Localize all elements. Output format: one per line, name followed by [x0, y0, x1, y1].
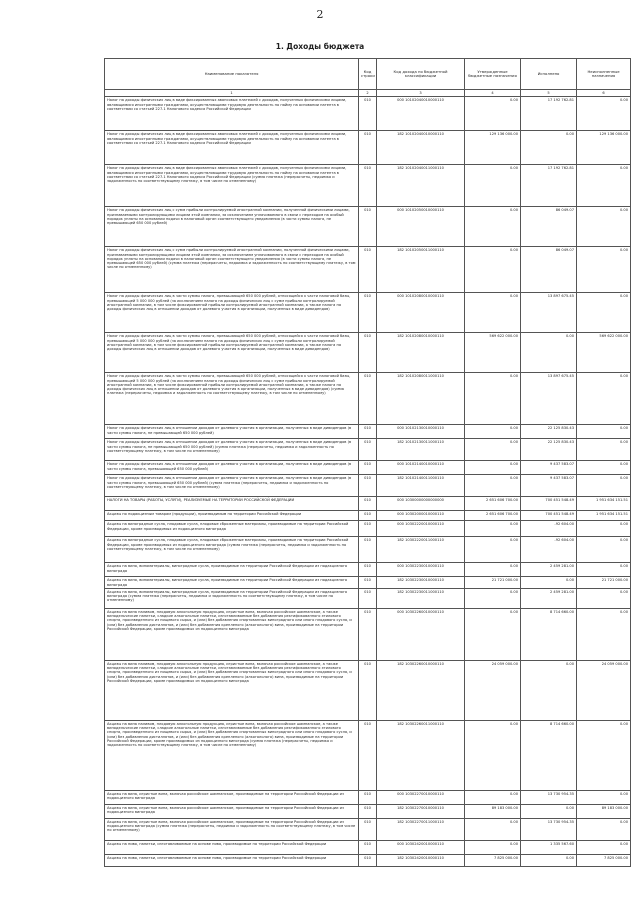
- table-cell-approved: 0.00: [465, 818, 521, 840]
- table-cell-approved: 7 825 000.00: [465, 854, 521, 866]
- table-cell-approved: 21 721 000.00: [465, 577, 521, 589]
- table-cell-name: Акцизы на пиво, напитки, изготавливаемые на основе пива, производимые на территории Российской Федерации: [105, 854, 359, 866]
- column-number: 6: [577, 90, 631, 97]
- table-cell-unexecuted: 0.00: [577, 293, 631, 333]
- table-cell-income-code: 000 10302260010000110: [377, 608, 465, 660]
- table-cell-approved: 0.00: [465, 165, 521, 207]
- table-cell-unexecuted: 0.00: [577, 439, 631, 461]
- table-row: [105, 497, 631, 511]
- table-cell-approved: 24 059 000.00: [465, 660, 521, 720]
- table-cell-executed: 2 459 281.00: [521, 563, 577, 577]
- table-cell-income-code: 000 10102080010000110: [377, 293, 465, 333]
- column-number: 3: [377, 90, 465, 97]
- table-cell-unexecuted: 0.00: [577, 521, 631, 537]
- table-cell-approved: 129 136 000.00: [465, 131, 521, 165]
- table-row: [105, 790, 631, 804]
- table-cell-income-code: 182 10102050011000110: [377, 247, 465, 293]
- table-cell-executed: 13 897 675.45: [521, 293, 577, 333]
- table-cell-income-code: 182 10102040011000110: [377, 165, 465, 207]
- table-cell-executed: 86 049.07: [521, 207, 577, 247]
- table-cell-approved: 0.00: [465, 293, 521, 333]
- table-cell-approved: 0.00: [465, 439, 521, 461]
- table-cell-income-code: 000 10102040010000110: [377, 97, 465, 131]
- table-cell-executed: 1 335 567.60: [521, 840, 577, 854]
- table-cell-line-code: 010: [359, 563, 377, 577]
- section-title: 1. Доходы бюджета: [275, 42, 365, 51]
- table-cell-approved: 0.00: [465, 608, 521, 660]
- column-number: 1: [105, 90, 359, 97]
- table-cell-income-code: 000 10302220010000110: [377, 521, 465, 537]
- table-cell-unexecuted: 0.00: [577, 818, 631, 840]
- table-cell-unexecuted: 1 951 634 151.51: [577, 497, 631, 511]
- table-cell-approved: 2 651 606 700.00: [465, 511, 521, 521]
- table-cell-line-code: 010: [359, 293, 377, 333]
- table-cell-unexecuted: 0.00: [577, 588, 631, 608]
- table-cell-line-code: 010: [359, 497, 377, 511]
- header-income-code: Код дохода по бюджетной классификации: [377, 59, 465, 90]
- table-header-row: [105, 59, 631, 90]
- table-cell-unexecuted: 7 825 000.00: [577, 854, 631, 866]
- table-cell-income-code: 182 10302230011000110: [377, 588, 465, 608]
- table-row: [105, 461, 631, 475]
- table-cell-unexecuted: 0.00: [577, 720, 631, 790]
- table-cell-name: Налог на доходы физических лиц в виде фиксированных авансовых платежей с доходов, полученных физическими лицами, являющимися иностранными гражданами, осуществляющими трудовую деятельность по найму на основании патента в соответствии со статьей 227.1 Налогового кодекса Российской Федерации (сумма платежа (перерасчеты, недоимка и задолженность по соответствующему платежу, в том числе по отмененному): [105, 165, 359, 207]
- table-row: [105, 131, 631, 165]
- table-cell-executed: 86 049.07: [521, 247, 577, 293]
- table-row: [105, 608, 631, 660]
- table-cell-name: Налог на доходы физических лиц в виде фиксированных авансовых платежей с доходов, полученных физическими лицами, являющимися иностранными гражданами, осуществляющими трудовую деятельность по найму на основании патента в соответствии со статьей 227.1 Налогового кодекса Российской Федерации: [105, 131, 359, 165]
- table-cell-name: Налог на доходы физических лиц в части суммы налога, превышающей 650 000 рублей, относящейся к части налоговой базы, превышающей 5 000 000 рублей (за исключением налога на доходы физических лиц с сумм прибыли контролируемой иностранной компании, в том числе фиксированной прибыли контролируемой иностранной компании, а также налога на доходы физических лиц в отношении доходов от долевого участия в организации, полученных в виде дивидендов): [105, 293, 359, 333]
- table-cell-name: Налог на доходы физических лиц в части суммы налога, превышающей 650 000 рублей, относящейся к части налоговой базы, превышающей 5 000 000 рублей (за исключением налога на доходы физических лиц с сумм прибыли контролируемой иностранной компании, в том числе фиксированной прибыли контролируемой иностранной компании, а также налога на доходы физических лиц в отношении доходов от долевого участия в организации, полученных в виде дивидендов): [105, 333, 359, 373]
- table-cell-unexecuted: 0.00: [577, 425, 631, 439]
- table-cell-name: Налог на доходы физических лиц с сумм прибыли контролируемой иностранной компании, полученной физическими лицами, признаваемыми контролирующими лицами этой компании, за исключением уплачиваемого в связи с переходом на особый порядок уплаты на основании подачи в налоговый орган соответствующего уведомления (в части суммы налога, не превышающей 650 000 рублей): [105, 207, 359, 247]
- table-row: [105, 475, 631, 497]
- table-cell-income-code: 182 10302270011000110: [377, 818, 465, 840]
- table-cell-name: Акцизы на вина, игристые вина, включая российское шампанское, производимые на территории Российской Федерации из подакцизного винограда: [105, 804, 359, 818]
- table-cell-executed: 22 125 830.43: [521, 425, 577, 439]
- table-cell-approved: 569 622 000.00: [465, 333, 521, 373]
- table-cell-line-code: 010: [359, 333, 377, 373]
- table-row: [105, 537, 631, 563]
- table-cell-income-code: 182 10302270010000110: [377, 804, 465, 818]
- table-cell-approved: 0.00: [465, 720, 521, 790]
- table-cell-executed: -92 604.00: [521, 521, 577, 537]
- table-cell-unexecuted: 0.00: [577, 790, 631, 804]
- table-cell-unexecuted: 21 721 000.00: [577, 577, 631, 589]
- table-cell-unexecuted: 0.00: [577, 840, 631, 854]
- header-name: Наименование показателя: [105, 59, 359, 90]
- table-cell-line-code: 010: [359, 588, 377, 608]
- table-cell-unexecuted: 0.00: [577, 165, 631, 207]
- table-cell-line-code: 010: [359, 165, 377, 207]
- table-cell-approved: 0.00: [465, 475, 521, 497]
- table-cell-line-code: 010: [359, 804, 377, 818]
- table-cell-executed: 13 730 954.35: [521, 818, 577, 840]
- table-row: [105, 439, 631, 461]
- table-cell-approved: 89 183 000.00: [465, 804, 521, 818]
- table-row: [105, 840, 631, 854]
- table-cell-line-code: 010: [359, 854, 377, 866]
- table-cell-unexecuted: 0.00: [577, 608, 631, 660]
- table-cell-line-code: 010: [359, 840, 377, 854]
- table-cell-executed: 0.00: [521, 854, 577, 866]
- table-cell-executed: 0.00: [521, 131, 577, 165]
- table-cell-unexecuted: 0.00: [577, 207, 631, 247]
- table-cell-executed: -92 604.00: [521, 537, 577, 563]
- table-cell-income-code: 000 10302270010000110: [377, 790, 465, 804]
- table-cell-income-code: 182 10302260010000110: [377, 660, 465, 720]
- table-cell-executed: 8 714 660.00: [521, 720, 577, 790]
- table-cell-approved: 2 651 606 700.00: [465, 497, 521, 511]
- table-row: [105, 588, 631, 608]
- table-cell-income-code: 000 10102050010000110: [377, 207, 465, 247]
- table-cell-unexecuted: 0.00: [577, 97, 631, 131]
- table-cell-name: Акцизы на виноградные сусла, плодовые сусла, плодовые сброженные материалы, производимые на территории Российской Федерации, кроме производимых из подакцизного винограда (сумма платежа (перерасчеты, недоимка и задолженность по соответствующему платежу, в том числе по отмененному): [105, 537, 359, 563]
- table-cell-approved: 0.00: [465, 461, 521, 475]
- table-cell-unexecuted: 569 622 000.00: [577, 333, 631, 373]
- table-cell-executed: 22 125 830.43: [521, 439, 577, 461]
- table-cell-name: Налог на доходы физических лиц в отношении доходов от долевого участия в организации, полученных в виде дивидендов (в части суммы налога, превышающей 650 000 рублей) (сумма платежа (перерасчеты, недоимка и задолженность по соответствующему платежу, в том числе по отмененному): [105, 475, 359, 497]
- table-cell-unexecuted: 0.00: [577, 373, 631, 425]
- table-row: [105, 854, 631, 866]
- table-cell-line-code: 010: [359, 461, 377, 475]
- table-cell-approved: 0.00: [465, 425, 521, 439]
- table-row: [105, 804, 631, 818]
- table-cell-line-code: 010: [359, 521, 377, 537]
- table-cell-unexecuted: 0.00: [577, 537, 631, 563]
- table-row: [105, 373, 631, 425]
- table-cell-name: Налог на доходы физических лиц с сумм прибыли контролируемой иностранной компании, полученной физическими лицами, признаваемыми контролирующими лицами этой компании, за исключением уплачиваемого в связи с переходом на особый порядок уплаты на основании подачи в налоговый орган соответствующего уведомления (в части суммы налога, не превышающей 650 000 рублей) (сумма платежа (перерасчеты, недоимка и задолженность по соответствующему платежу, в том числе по отмененному): [105, 247, 359, 293]
- header-executed: Исполнено: [521, 59, 577, 90]
- table-cell-approved: 0.00: [465, 247, 521, 293]
- table-cell-name: Налог на доходы физических лиц в отношении доходов от долевого участия в организации, полученных в виде дивидендов (в части суммы налога, не превышающей 650 000 рублей) (сумма платежа (перерасчеты, недоимка и задолженность по соответствующему платежу, в том числе по отмененному): [105, 439, 359, 461]
- table-cell-executed: 13 730 954.35: [521, 790, 577, 804]
- table-cell-line-code: 010: [359, 577, 377, 589]
- table-cell-line-code: 010: [359, 790, 377, 804]
- column-number: 4: [465, 90, 521, 97]
- table-cell-line-code: 010: [359, 818, 377, 840]
- table-cell-name: Акцизы на вина, игристые вина, включая российское шампанское, производимые на территории Российской Федерации из подакцизного винограда: [105, 790, 359, 804]
- table-cell-name: Акцизы на вина наливом, плодовую алкогольную продукцию, игристые вина, включая российское шампанское, а также винодельческие напитки, сладкие алкогольные напитки, изготавливаемые без добавления ректификованного этилового спирта, произведенного из пищевого сырья, и (или) без добавления спиртованных виноградного или иного плодового сусла, и (или) без добавления дистиллятов, и (или) без добавления крепленого (алкогольного) вина, производимые на территории Российской Федерации, кроме производимых из подакцизного винограда: [105, 608, 359, 660]
- table-row: [105, 818, 631, 840]
- table-cell-executed: 0.00: [521, 333, 577, 373]
- table-row: [105, 333, 631, 373]
- table-row: [105, 425, 631, 439]
- header-line-code: Код строки: [359, 59, 377, 90]
- table-cell-approved: 0.00: [465, 373, 521, 425]
- table-cell-executed: 2 459 281.00: [521, 588, 577, 608]
- table-cell-executed: 700 451 548.49: [521, 497, 577, 511]
- table-cell-income-code: 182 10302230010000110: [377, 577, 465, 589]
- table-cell-name: Акцизы на вина наливом, плодовую алкогольную продукцию, игристые вина, включая российское шампанское, а также винодельческие напитки, сладкие алкогольные напитки, изготавливаемые без добавления ректификованного этилового спирта, произведенного из пищевого сырья, и (или) без добавления спиртованных виноградного или иного плодового сусла, и (или) без добавления дистиллятов, и (или) без добавления крепленого (алкогольного) вина, производимые на территории Российской Федерации, кроме производимых из подакцизного винограда (сумма платежа (перерасчеты, недоимка и задолженность по соответствующему платежу, в том числе по отмененному): [105, 720, 359, 790]
- table-cell-income-code: 000 10302420010000110: [377, 840, 465, 854]
- table-cell-name: Налог на доходы физических лиц в части суммы налога, превышающей 650 000 рублей, относящейся к части налоговой базы, превышающей 5 000 000 рублей (за исключением налога на доходы физических лиц с сумм прибыли контролируемой иностранной компании, в том числе фиксированной прибыли контролируемой иностранной компании, а также налога на доходы физических лиц в отношении доходов от долевого участия в организации, полученных в виде дивидендов) (сумма платежа (перерасчеты, недоимка и задолженность по соответствующему платежу, в том числе по отмененному): [105, 373, 359, 425]
- table-cell-line-code: 010: [359, 439, 377, 461]
- table-cell-line-code: 010: [359, 425, 377, 439]
- table-cell-name: Акцизы по подакцизным товарам (продукции), производимым на территории Российской Федерации: [105, 511, 359, 521]
- table-cell-income-code: 182 10302420010000110: [377, 854, 465, 866]
- table-cell-unexecuted: 0.00: [577, 475, 631, 497]
- revenue-table: [104, 58, 631, 867]
- table-cell-executed: 8 714 660.00: [521, 608, 577, 660]
- page-number: 2: [316, 8, 324, 21]
- table-cell-line-code: 010: [359, 207, 377, 247]
- table-cell-approved: 0.00: [465, 563, 521, 577]
- table-cell-line-code: 010: [359, 131, 377, 165]
- table-cell-unexecuted: 89 183 000.00: [577, 804, 631, 818]
- column-number: 2: [359, 90, 377, 97]
- table-row: [105, 247, 631, 293]
- table-cell-approved: 0.00: [465, 588, 521, 608]
- table-cell-income-code: 000 10300000000000000: [377, 497, 465, 511]
- table-cell-executed: 13 897 675.45: [521, 373, 577, 425]
- table-cell-executed: 9 437 583.07: [521, 461, 577, 475]
- table-cell-unexecuted: 1 951 634 151.51: [577, 511, 631, 521]
- table-cell-income-code: 182 10302260011000110: [377, 720, 465, 790]
- table-cell-line-code: 010: [359, 475, 377, 497]
- header-approved: Утвержденные бюджетные назначения: [465, 59, 521, 90]
- table-cell-approved: 0.00: [465, 97, 521, 131]
- table-cell-income-code: 182 10102080011000110: [377, 373, 465, 425]
- table-cell-approved: 0.00: [465, 521, 521, 537]
- table-cell-income-code: 182 10102080010000110: [377, 333, 465, 373]
- table-cell-unexecuted: 0.00: [577, 461, 631, 475]
- table-cell-name: Налог на доходы физических лиц в отношении доходов от долевого участия в организации, полученных в виде дивидендов (в части суммы налога, превышающей 650 000 рублей): [105, 461, 359, 475]
- table-row: [105, 660, 631, 720]
- table-cell-unexecuted: 24 059 000.00: [577, 660, 631, 720]
- table-row: [105, 521, 631, 537]
- table-cell-name: Акцизы на пиво, напитки, изготавливаемые на основе пива, производимые на территории Российской Федерации: [105, 840, 359, 854]
- table-cell-name: Акцизы на вина наливом, плодовую алкогольную продукцию, игристые вина, включая российское шампанское, а также винодельческие напитки, сладкие алкогольные напитки, изготавливаемые без добавления ректификованного этилового спирта, произведенного из пищевого сырья, и (или) без добавления спиртованных виноградного или иного плодового сусла, и (или) без добавления дистиллятов, и (или) без добавления крепленого (алкогольного) вина, производимые на территории Российской Федерации, кроме производимых из подакцизного винограда: [105, 660, 359, 720]
- table-cell-name: Акцизы на вино, виноматериалы, виноградные сусла, производимые на территории Российской Федерации из подакцизного винограда (сумма платежа (перерасчеты, недоимка и задолженность по соответствующему платежу, в том числе по отмененному): [105, 588, 359, 608]
- table-cell-name: Налог на доходы физических лиц в отношении доходов от долевого участия в организации, полученных в виде дивидендов (в части суммы налога, не превышающей 650 000 рублей): [105, 425, 359, 439]
- table-cell-name: Акцизы на вино, виноматериалы, виноградные сусла, производимые на территории Российской Федерации из подакцизного винограда: [105, 563, 359, 577]
- table-body: [105, 97, 631, 867]
- table-cell-income-code: 000 10302000010000110: [377, 511, 465, 521]
- column-number-row: [105, 90, 631, 97]
- table-cell-executed: 700 451 548.49: [521, 511, 577, 521]
- table-cell-line-code: 010: [359, 97, 377, 131]
- table-cell-name: Акцизы на виноградные сусла, плодовые сусла, плодовые сброженные материалы, производимые на территории Российской Федерации, кроме производимых из подакцизного винограда: [105, 521, 359, 537]
- table-cell-executed: 0.00: [521, 577, 577, 589]
- table-row: [105, 293, 631, 333]
- table-cell-income-code: 000 10102130010000110: [377, 425, 465, 439]
- table-cell-unexecuted: 0.00: [577, 247, 631, 293]
- table-cell-line-code: 010: [359, 511, 377, 521]
- table-row: [105, 720, 631, 790]
- table-cell-executed: 17 192 762.81: [521, 97, 577, 131]
- table-row: [105, 511, 631, 521]
- column-number: 5: [521, 90, 577, 97]
- table-cell-executed: 0.00: [521, 804, 577, 818]
- table-cell-approved: 0.00: [465, 790, 521, 804]
- table-cell-line-code: 010: [359, 720, 377, 790]
- table-cell-name: Акцизы на вино, виноматериалы, виноградные сусла, производимые на территории Российской Федерации из подакцизного винограда: [105, 577, 359, 589]
- table-cell-executed: 17 192 762.81: [521, 165, 577, 207]
- table-cell-line-code: 010: [359, 247, 377, 293]
- header-unexecuted: Неисполненные назначения: [577, 59, 631, 90]
- table-row: [105, 563, 631, 577]
- table-row: [105, 97, 631, 131]
- table-cell-unexecuted: 129 136 000.00: [577, 131, 631, 165]
- table-cell-line-code: 010: [359, 537, 377, 563]
- table-cell-executed: 9 437 583.07: [521, 475, 577, 497]
- table-cell-income-code: 182 10102130011000110: [377, 439, 465, 461]
- table-row: [105, 577, 631, 589]
- table-cell-approved: 0.00: [465, 840, 521, 854]
- table-cell-income-code: 000 10302230010000110: [377, 563, 465, 577]
- table-cell-income-code: 182 10102140011000110: [377, 475, 465, 497]
- table-cell-name: НАЛОГИ НА ТОВАРЫ (РАБОТЫ, УСЛУГИ), РЕАЛИЗУЕМЫЕ НА ТЕРРИТОРИИ РОССИЙСКОЙ ФЕДЕРАЦИИ: [105, 497, 359, 511]
- table-cell-line-code: 010: [359, 608, 377, 660]
- table-cell-income-code: 182 10102040010000110: [377, 131, 465, 165]
- table-row: [105, 165, 631, 207]
- table-cell-line-code: 010: [359, 660, 377, 720]
- table-row: [105, 207, 631, 247]
- table-cell-approved: 0.00: [465, 207, 521, 247]
- table-cell-executed: 0.00: [521, 660, 577, 720]
- table-cell-line-code: 010: [359, 373, 377, 425]
- table-cell-income-code: 000 10102140010000110: [377, 461, 465, 475]
- table-cell-income-code: 182 10302220011000110: [377, 537, 465, 563]
- table-cell-name: Акцизы на вина, игристые вина, включая российское шампанское, производимые на территории Российской Федерации из подакцизного винограда (сумма платежа (перерасчеты, недоимка и задолженность по соответствующему платежу, в том числе по отмененному): [105, 818, 359, 840]
- table-cell-approved: 0.00: [465, 537, 521, 563]
- table-cell-unexecuted: 0.00: [577, 563, 631, 577]
- table-cell-name: Налог на доходы физических лиц в виде фиксированных авансовых платежей с доходов, полученных физическими лицами, являющимися иностранными гражданами, осуществляющими трудовую деятельность по найму на основании патента в соответствии со статьей 227.1 Налогового кодекса Российской Федерации: [105, 97, 359, 131]
